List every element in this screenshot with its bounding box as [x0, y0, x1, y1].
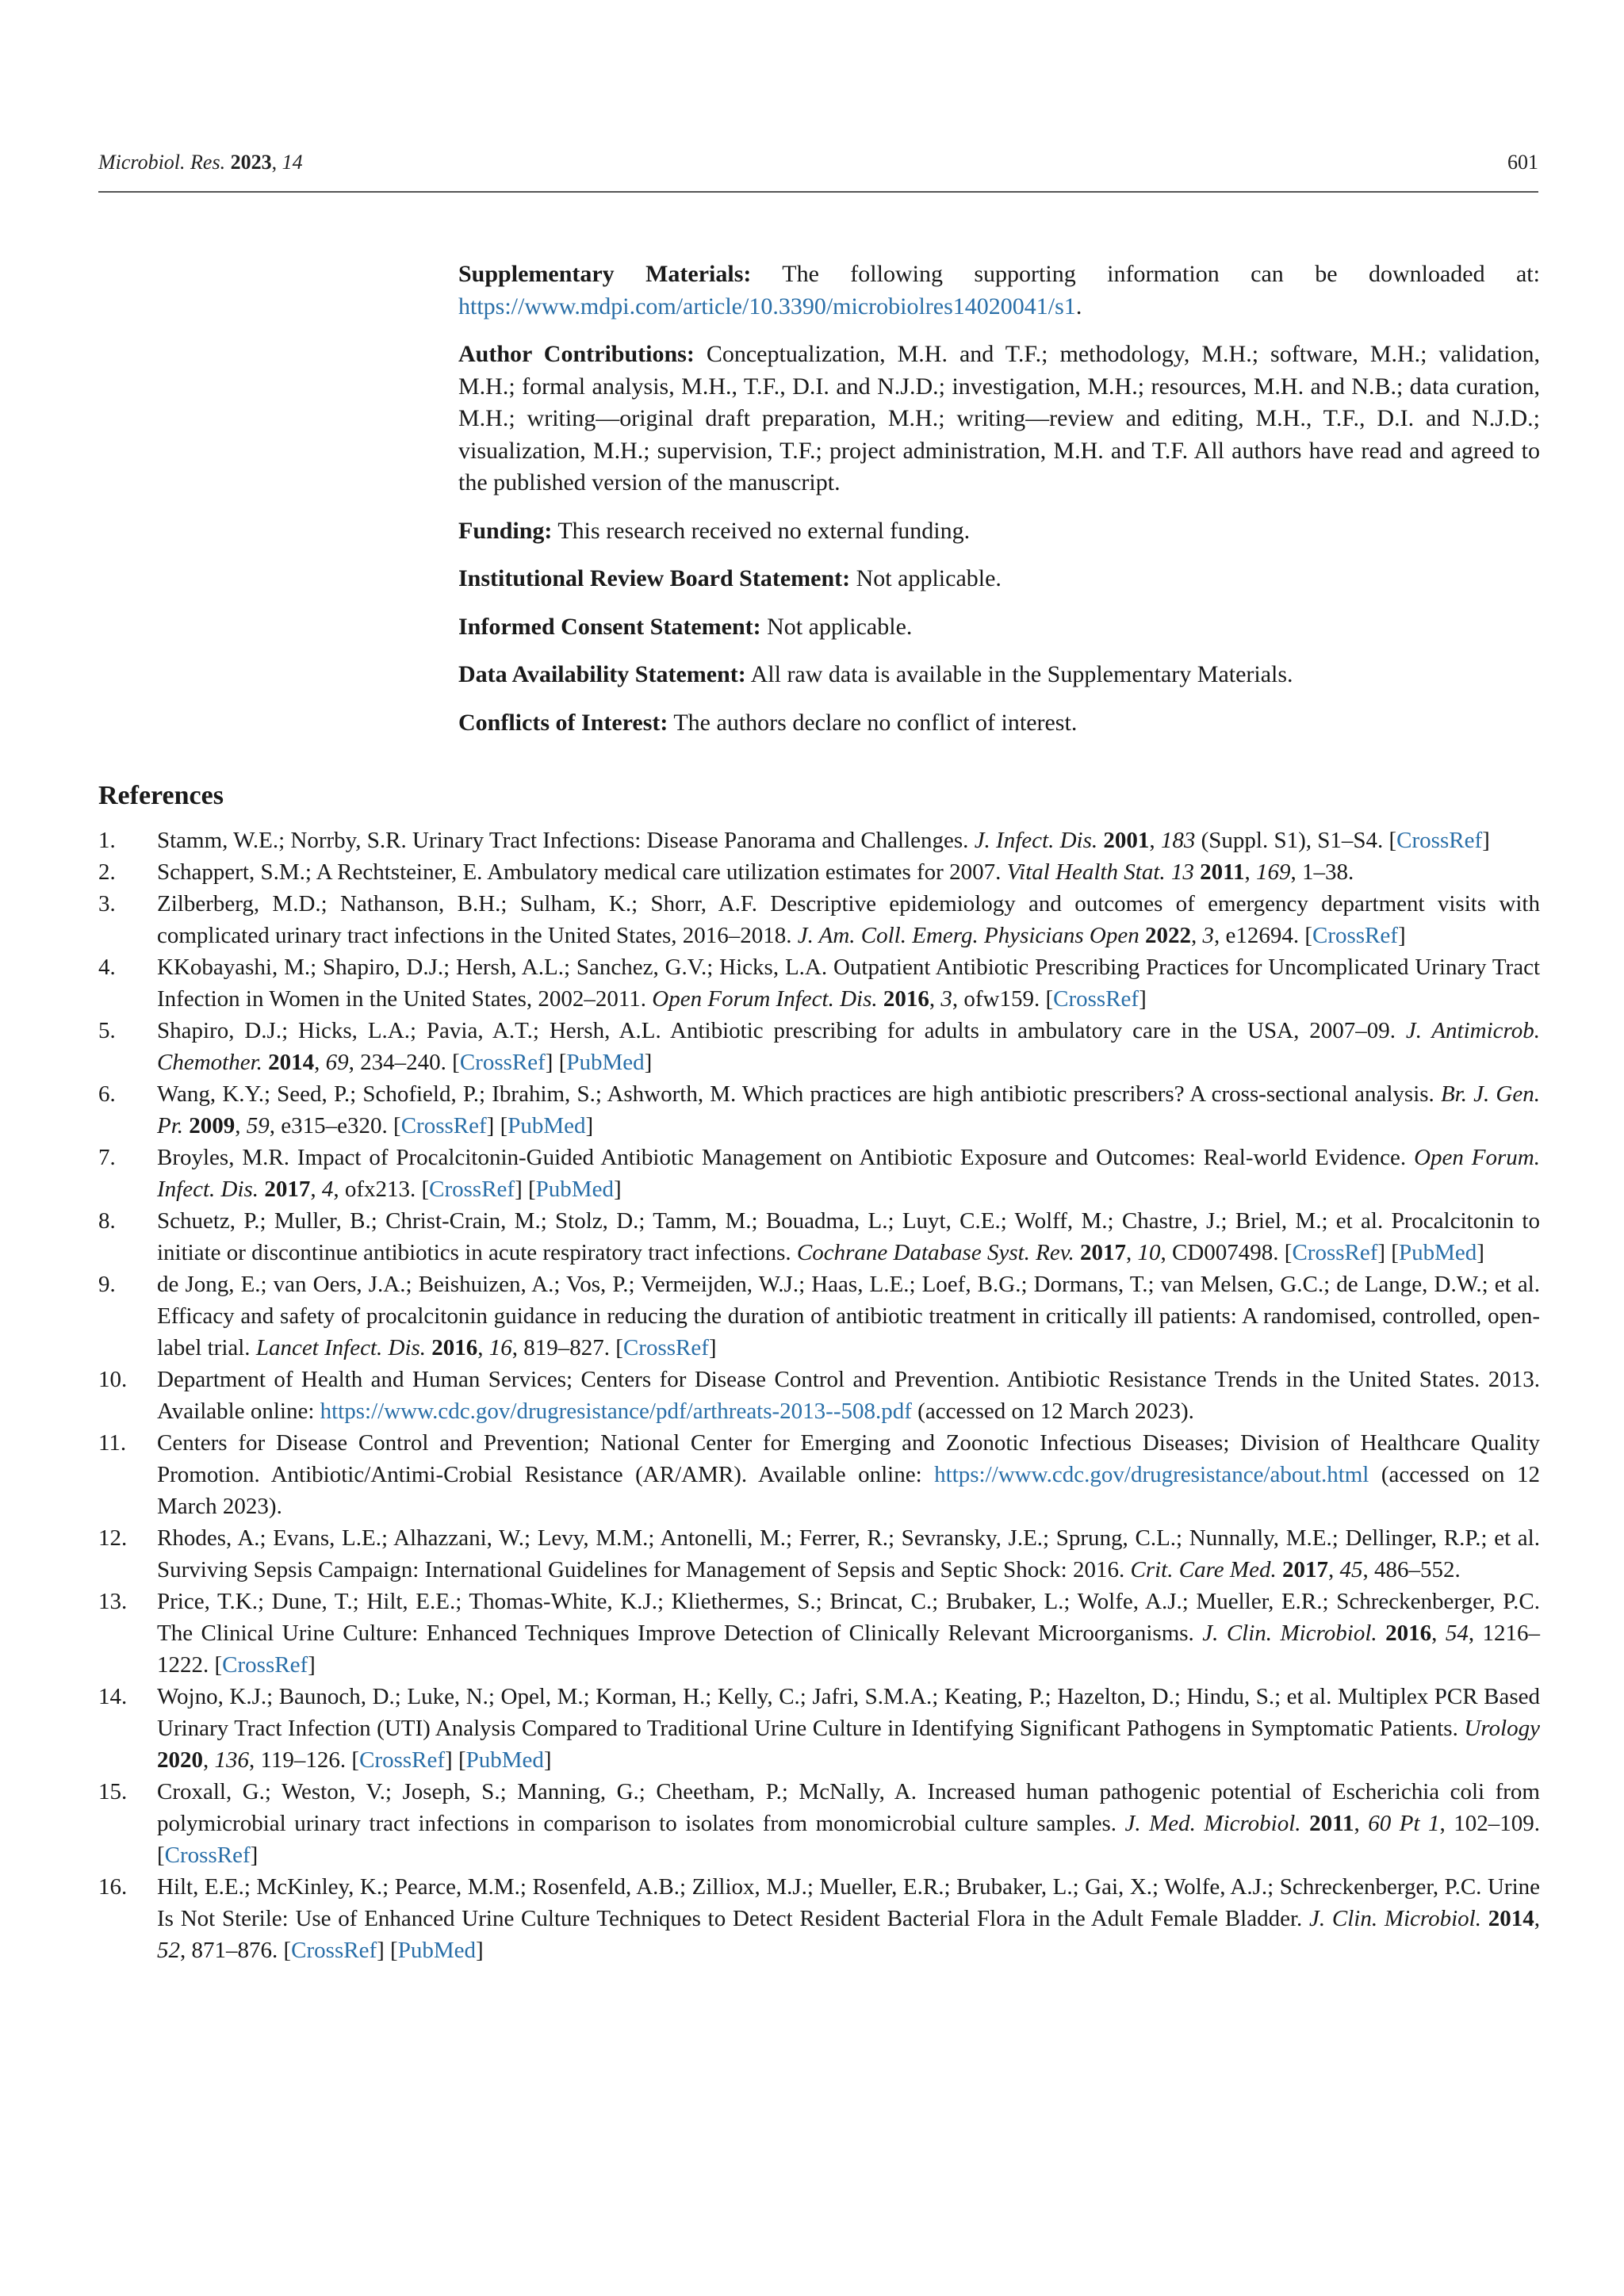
reference-italic: 16 — [488, 1335, 512, 1360]
reference-number: 7. — [98, 1145, 116, 1170]
reference-text: Hilt, E.E.; McKinley, K.; Pearce, M.M.; Rosenfeld, A.B.; Zilliox, M.J.; Mueller, E.R.; Brubaker, L.; Gai, X.; Wolfe, A.J.; Schreckenberger, P.C. Urine Is Not Sterile: Use of Enhanced Urine Culture Techniques to Detect Resident Bacterial Flora in the Adult Female Bladder. — [157, 1874, 1540, 1931]
consent-text: Not applicable. — [767, 613, 913, 640]
reference-year: 2014 — [268, 1050, 315, 1075]
reference-link[interactable]: PubMed — [566, 1050, 645, 1075]
reference-italic: J. Med. Microbiol. — [1124, 1811, 1301, 1836]
reference-italic: 10 — [1137, 1240, 1161, 1265]
reference-link[interactable]: PubMed — [1398, 1240, 1477, 1265]
reference-italic: 54 — [1445, 1621, 1469, 1646]
reference-text: Wojno, K.J.; Baunoch, D.; Luke, N.; Opel, M.; Korman, H.; Kelly, C.; Jafri, S.M.A.; Keating, P.; Hazelton, D.; Hindu, S.; et al. Multiplex PCR Based Urinary Tract Infection (UTI) Analysis Compared to Traditional Urine Culture in Identifying Significant Pathogens in Symptomatic Patients. — [157, 1684, 1540, 1741]
reference-italic: Open Forum. Infect. Dis. — [157, 1145, 1540, 1202]
journal-citation: Microbiol. Res. 2023, 14 — [98, 151, 303, 174]
reference-text: ] [ — [545, 1050, 567, 1075]
consent-label: Informed Consent Statement: — [458, 613, 761, 640]
reference-text: , ofx213. [ — [333, 1177, 430, 1202]
reference-text — [878, 986, 883, 1012]
reference-link[interactable]: PubMed — [508, 1113, 586, 1138]
reference-text: , e12694. [ — [1213, 923, 1312, 948]
reference-link[interactable]: CrossRef — [1312, 923, 1398, 948]
data-availability — [458, 659, 1540, 691]
reference-text: , — [310, 1177, 322, 1202]
reference-text: , — [1327, 1557, 1340, 1582]
reference-link[interactable]: CrossRef — [164, 1843, 251, 1868]
reference-italic: 4 — [321, 1177, 334, 1202]
reference-year: 2016 — [883, 986, 929, 1012]
data-availability-text: All raw data is available in the Supplementary Materials. — [750, 661, 1293, 687]
reference-italic: J. Am. Coll. Emerg. Physicians Open — [797, 923, 1139, 948]
reference-italic: Open Forum Infect. Dis. — [652, 986, 878, 1012]
reference-text: ] [ — [486, 1113, 508, 1138]
reference-text: , 234–240. [ — [348, 1050, 460, 1075]
reference-text: ] [ — [515, 1177, 536, 1202]
reference-text: (accessed on 12 March 2023). — [157, 1462, 1540, 1519]
reference-year: 2016 — [431, 1335, 478, 1360]
reference-text: , 1–38. — [1290, 859, 1354, 885]
reference-number: 11. — [98, 1430, 127, 1456]
irb-label: Institutional Review Board Statement: — [458, 565, 851, 591]
reference-text: , — [1534, 1906, 1540, 1931]
reference-link[interactable]: CrossRef — [359, 1747, 446, 1773]
reference-text: , CD007498. [ — [1160, 1240, 1293, 1265]
reference-text: Schappert, S.M.; A Rechtsteiner, E. Ambulatory medical care utilization estimates for 2007. — [157, 859, 1007, 885]
reference-italic: 69 — [325, 1050, 349, 1075]
reference-item — [98, 1681, 1540, 1776]
funding — [458, 515, 1540, 548]
reference-text: ] [ — [1377, 1240, 1399, 1265]
reference-item — [98, 856, 1540, 888]
reference-item — [98, 1015, 1540, 1078]
reference-italic: 183 — [1160, 828, 1196, 853]
reference-link[interactable]: CrossRef — [429, 1177, 515, 1202]
reference-italic: 136 — [214, 1747, 249, 1773]
reference-text — [1481, 1906, 1488, 1931]
reference-text: de Jong, E.; van Oers, J.A.; Beishuizen, A.; Vos, P.; Vermeijden, W.J.; Haas, L.E.; Loef, B.G.; Dormans, T.; van Melsen, G.C.; de Lange, D.W.; et al. Efficacy and safety of procalcitonin guidance in reducing the duration of antibiotic treatment in critically ill patients: A randomised, controlled, open-label trial. — [157, 1272, 1540, 1360]
reference-item — [98, 1586, 1540, 1681]
reference-year: 2017 — [264, 1177, 311, 1202]
reference-italic: Br. J. Gen. Pr. — [157, 1081, 1540, 1138]
reference-text: ] [ — [445, 1747, 466, 1773]
reference-text — [1277, 1557, 1282, 1582]
reference-text: KKobayashi, M.; Shapiro, D.J.; Hersh, A.L.; Sanchez, G.V.; Hicks, L.A. Outpatient Antibiotic Prescribing Practices for Uncomplicated Urinary Tract Infection in Women in the United States, 2002–2011. — [157, 955, 1540, 1012]
reference-link[interactable]: CrossRef — [1053, 986, 1139, 1012]
reference-text: , e315–e320. [ — [269, 1113, 401, 1138]
supplementary-label: Supplementary Materials: — [458, 261, 752, 287]
reference-number: 1. — [98, 828, 116, 853]
references-list — [98, 825, 1540, 1966]
reference-text: , 871–876. [ — [180, 1938, 292, 1963]
reference-text: , — [314, 1050, 326, 1075]
reference-link[interactable]: PubMed — [535, 1177, 614, 1202]
reference-item — [98, 951, 1540, 1015]
reference-link[interactable]: CrossRef — [459, 1050, 546, 1075]
reference-link[interactable]: CrossRef — [400, 1113, 487, 1138]
conflicts-of-interest — [458, 707, 1540, 740]
reference-text: , — [1125, 1240, 1138, 1265]
reference-italic: J. Antimicrob. Chemother. — [157, 1018, 1540, 1075]
reference-italic: 3 — [1202, 923, 1214, 948]
author-contributions-label: Author Contributions: — [458, 341, 695, 367]
reference-number: 4. — [98, 955, 116, 980]
reference-item — [98, 1078, 1540, 1142]
reference-text: , 819–827. [ — [511, 1335, 623, 1360]
reference-number: 6. — [98, 1081, 116, 1107]
reference-year: 2020 — [157, 1747, 203, 1773]
reference-number: 3. — [98, 891, 116, 916]
reference-link[interactable]: https://www.cdc.gov/drugresistance/about.html — [934, 1462, 1369, 1487]
author-contributions-text: Conceptualization, M.H. and T.F.; methodology, M.H.; software, M.H.; validation, M.H.; formal analysis, M.H., T.F., D.I. and N.J.D.; investigation, M.H.; resources, M.H. and N.B.; data curation, M.H.; writing—original draft preparation, M.H.; writing—review and editing, M.H., T.F., D.I. and N.J.D.; visualization, M.H.; supervision, T.F.; project administration, M.H. and T.F. All authors have read and agreed to the published version of the manuscript. — [458, 341, 1540, 496]
reference-number: 10. — [98, 1367, 128, 1392]
reference-text: Broyles, M.R. Impact of Procalcitonin-Guided Antibiotic Management on Antibiotic Exposure and Outcomes: Real-world Evidence. — [157, 1145, 1415, 1170]
reference-link[interactable]: CrossRef — [1292, 1240, 1378, 1265]
reference-number: 13. — [98, 1589, 128, 1614]
reference-number: 14. — [98, 1684, 128, 1709]
reference-item — [98, 1205, 1540, 1269]
journal-name: Microbiol. Res. — [98, 151, 226, 174]
reference-text: , — [1354, 1811, 1369, 1836]
author-contributions — [458, 339, 1540, 499]
reference-year: 2022 — [1144, 923, 1191, 948]
reference-text: ] — [1477, 1240, 1484, 1265]
reference-text: , — [1244, 859, 1257, 885]
reference-text: ] — [250, 1843, 259, 1868]
consent-statement — [458, 611, 1540, 644]
reference-text: ] — [1482, 828, 1490, 853]
reference-text — [1377, 1621, 1385, 1646]
journal-volume: 14 — [282, 151, 303, 174]
reference-text: Price, T.K.; Dune, T.; Hilt, E.E.; Thomas-White, K.J.; Kliethermes, S.; Brincat, C.; Brubaker, L.; Wolfe, A.J.; Mueller, E.R.; Schreckenberger, P.C. The Clinical Urine Culture: Enhanced Techniques Improve Detection of Clinically Relevant Microorganisms. — [157, 1589, 1540, 1646]
reference-italic: J. Clin. Microbiol. — [1309, 1906, 1481, 1931]
reference-number: 16. — [98, 1874, 128, 1900]
reference-text: ] [ — [377, 1938, 398, 1963]
irb-text: Not applicable. — [856, 565, 1002, 591]
reference-link[interactable]: CrossRef — [291, 1938, 377, 1963]
reference-text — [1139, 923, 1145, 948]
reference-text: , 1216–1222. [ — [157, 1621, 1541, 1678]
reference-italic: Cochrane Database Syst. Rev. — [796, 1240, 1074, 1265]
reference-text: , 486–552. — [1362, 1557, 1461, 1582]
reference-number: 9. — [98, 1272, 116, 1297]
reference-text: , — [203, 1747, 215, 1773]
reference-text: ] — [585, 1113, 594, 1138]
reference-text — [1074, 1240, 1080, 1265]
reference-italic: J. Infect. Dis. — [974, 828, 1098, 853]
supplementary-materials: Supplementary Materials: The following supporting information can be downloaded at: https://www.mdpi.com/article/10.3390/microbiolres14020041/s1. — [458, 261, 1540, 320]
reference-text: , — [929, 986, 941, 1012]
funding-label: Funding: — [458, 517, 553, 544]
reference-italic: Vital Health Stat. 13 — [1006, 859, 1194, 885]
reference-text: , — [1149, 828, 1161, 853]
reference-item — [98, 1776, 1540, 1871]
reference-text: ] — [613, 1177, 622, 1202]
references-heading: References — [98, 781, 224, 810]
reference-item — [98, 1364, 1540, 1427]
reference-link[interactable]: https://www.cdc.gov/drugresistance/pdf/arthreats-2013--508.pdf — [320, 1399, 912, 1424]
reference-text: Zilberberg, M.D.; Nathanson, B.H.; Sulham, K.; Shorr, A.F. Descriptive epidemiology and outcomes of emergency department visits with complicated urinary tract infections in the United States, 2016–2018. — [157, 891, 1540, 948]
supplementary-link[interactable]: https://www.mdpi.com/article/10.3390/microbiolres14020041/s1 — [458, 293, 1076, 320]
reference-italic: J. Clin. Microbiol. — [1202, 1621, 1377, 1646]
reference-text: ] — [476, 1938, 484, 1963]
reference-year: 2017 — [1281, 1557, 1328, 1582]
supplementary-text: The following supporting information can be downloaded at: — [782, 261, 1540, 287]
reference-italic: 45 — [1339, 1557, 1363, 1582]
reference-item — [98, 888, 1540, 951]
reference-item — [98, 1269, 1540, 1364]
running-header — [98, 151, 1538, 182]
reference-text: (Suppl. S1), S1–S4. [ — [1195, 828, 1397, 853]
reference-text: Rhodes, A.; Evans, L.E.; Alhazzani, W.; Levy, M.M.; Antonelli, M.; Ferrer, R.; Sevransky, J.E.; Sprung, C.L.; Nunnally, M.E.; Dellinger, R.P.; et al. Surviving Sepsis Campaign: International Guidelines for Management of Sepsis and Septic Shock: 2016. — [157, 1525, 1540, 1582]
reference-text: Centers for Disease Control and Prevention; National Center for Emerging and Zoonotic Infectious Diseases; Division of Healthcare Quality Promotion. Antibiotic/Antimi-Crobial Resistance (AR/AMR). Available online: — [157, 1430, 1540, 1487]
reference-text: Schuetz, P.; Muller, B.; Christ-Crain, M.; Stolz, D.; Tamm, M.; Bouadma, L.; Luyt, C.E.; Wolff, M.; Chastre, J.; Briel, M.; et al. Procalcitonin to initiate or discontinue antibiotics in acute respiratory tract infections. — [157, 1208, 1540, 1265]
reference-year: 2016 — [1385, 1621, 1432, 1646]
reference-item — [98, 1427, 1540, 1522]
reference-italic: Lancet Infect. Dis. — [255, 1335, 427, 1360]
reference-text: Shapiro, D.J.; Hicks, L.A.; Pavia, A.T.; Hersh, A.L. Antibiotic prescribing for adults in ambulatory care in the USA, 2007–09. — [157, 1018, 1406, 1043]
reference-link[interactable]: CrossRef — [1396, 828, 1483, 853]
reference-text: , — [1190, 923, 1203, 948]
reference-text: ] — [308, 1652, 316, 1678]
reference-link[interactable]: CrossRef — [622, 1335, 709, 1360]
reference-year: 2011 — [1200, 859, 1245, 885]
reference-item — [98, 825, 1540, 856]
reference-link[interactable]: CrossRef — [222, 1652, 308, 1678]
reference-year: 2014 — [1488, 1906, 1534, 1931]
conflicts-label: Conflicts of Interest: — [458, 709, 668, 736]
reference-number: 12. — [98, 1525, 128, 1551]
reference-text: Department of Health and Human Services; Centers for Disease Control and Prevention. Antibiotic Resistance Trends in the United States. 2013. Available online: — [157, 1367, 1540, 1424]
reference-link[interactable]: PubMed — [465, 1747, 544, 1773]
reference-item — [98, 1522, 1540, 1586]
reference-number: 5. — [98, 1018, 116, 1043]
reference-text: , — [1431, 1621, 1446, 1646]
page-number: 601 — [1507, 151, 1538, 174]
reference-text: Wang, K.Y.; Seed, P.; Schofield, P.; Ibrahim, S.; Ashworth, M. Which practices are high antibiotic prescribers? A cross-sectional analysis. — [157, 1081, 1441, 1107]
reference-text: ] — [708, 1335, 717, 1360]
reference-italic: Urology — [1464, 1716, 1540, 1741]
reference-number: 8. — [98, 1208, 116, 1234]
reference-text: (accessed on 12 March 2023). — [911, 1399, 1194, 1424]
irb-statement — [458, 563, 1540, 595]
reference-text: ] — [543, 1747, 552, 1773]
reference-text: Croxall, G.; Weston, V.; Joseph, S.; Manning, G.; Cheetham, P.; McNally, A. Increased human pathogenic potential of Escherichia coli from polymicrobial urinary tract infections in comparison to isolates from monomicrobial culture samples. — [157, 1779, 1540, 1836]
reference-item — [98, 1142, 1540, 1205]
reference-text: , 102–109. [ — [157, 1811, 1541, 1868]
reference-year: 2009 — [189, 1113, 236, 1138]
reference-text: ] — [1139, 986, 1147, 1012]
conflicts-text: The authors declare no conflict of interest. — [673, 709, 1078, 736]
reference-text: , ofw159. [ — [952, 986, 1054, 1012]
back-matter — [458, 258, 1540, 755]
reference-year: 2017 — [1079, 1240, 1126, 1265]
reference-text: , 119–126. [ — [249, 1747, 360, 1773]
reference-italic: 3 — [940, 986, 952, 1012]
header-rule — [98, 191, 1538, 193]
reference-italic: 59 — [246, 1113, 270, 1138]
reference-italic: Crit. Care Med. — [1130, 1557, 1277, 1582]
reference-text: , — [477, 1335, 489, 1360]
reference-year: 2001 — [1103, 828, 1150, 853]
reference-text: ] — [1397, 923, 1406, 948]
reference-text: , — [235, 1113, 247, 1138]
reference-text: Stamm, W.E.; Norrby, S.R. Urinary Tract Infections: Disease Panorama and Challenges. — [157, 828, 975, 853]
reference-italic: 52 — [157, 1938, 180, 1963]
reference-link[interactable]: PubMed — [397, 1938, 476, 1963]
funding-text: This research received no external funding. — [557, 517, 971, 544]
reference-number: 2. — [98, 859, 116, 885]
reference-italic: 60 Pt 1 — [1368, 1811, 1440, 1836]
reference-text — [1301, 1811, 1310, 1836]
reference-text: ] — [644, 1050, 653, 1075]
data-availability-label: Data Availability Statement: — [458, 661, 746, 687]
reference-italic: 169 — [1256, 859, 1291, 885]
journal-year: 2023 — [230, 151, 272, 174]
reference-item — [98, 1871, 1540, 1966]
reference-number: 15. — [98, 1779, 128, 1804]
reference-year: 2011 — [1309, 1811, 1354, 1836]
